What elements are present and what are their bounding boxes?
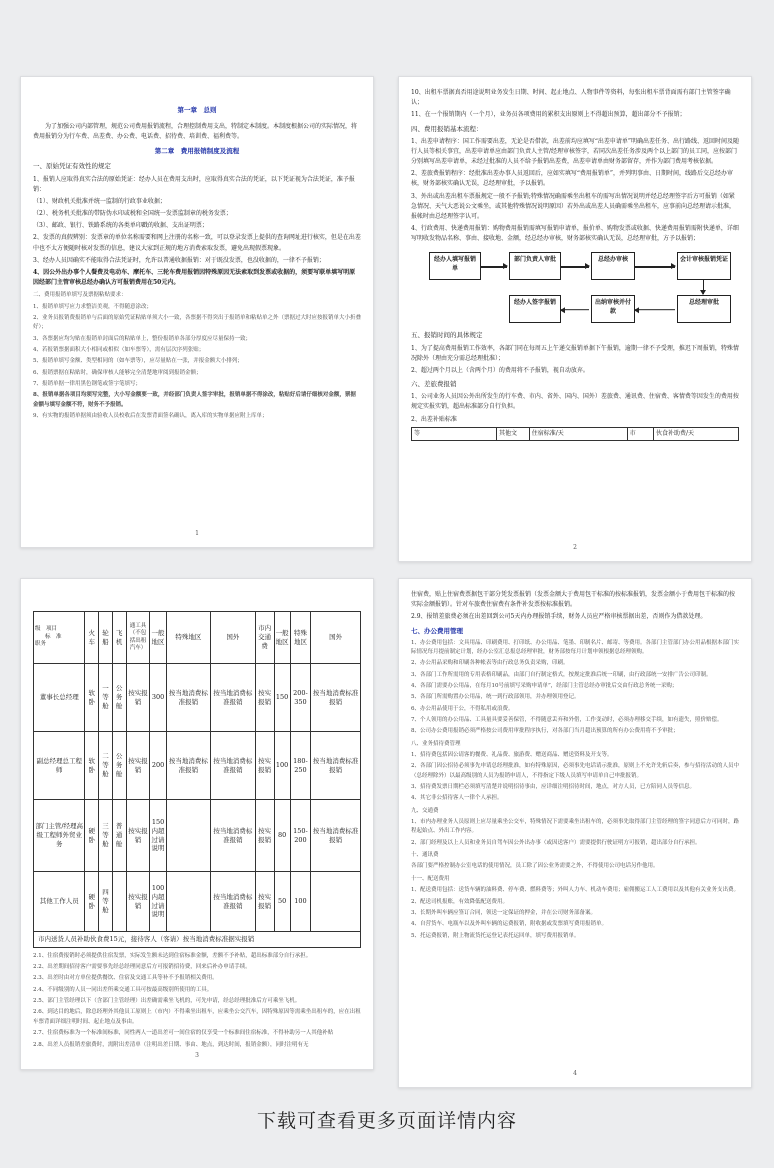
table-header: 火车 xyxy=(85,612,99,664)
paragraph: 2.3、出差时由对方单位提供餐饮、住宿及交通工具等补不予报销相关费用。 xyxy=(33,975,218,982)
flow-box-gm-approval: 总经理审批 xyxy=(677,295,731,323)
table-cell: 一等舱 xyxy=(99,664,113,732)
paragraph: 10、出租车票据真否用途说明业务发生日期、时间、起止地点、人物事件等资料，每张出租车票背面需有部门主管签字确认； xyxy=(411,89,731,107)
paragraph: 9、有实物的报销单据须由验收人员校收后在发票背面签名确认，离入库的实物单据应附上库单； xyxy=(33,413,268,420)
table-cell: 等 xyxy=(412,427,497,440)
paragraph: 4、各部门需要办公用品，在每月10号前填写采购申请单”，经部门主管总经办审批后交由行政总务统一采购； xyxy=(411,682,678,689)
table-cell: 按实报销 xyxy=(126,732,150,800)
flow-arrow xyxy=(561,266,589,267)
flow-box-gm-office: 总经办审核 xyxy=(591,252,635,280)
paragraph: 2.4、不同级别的人员一同出差所乘交通工具可按最高级别所使用的工具。 xyxy=(33,986,213,993)
paragraph: （1）、财政机关批准并统一监制的行政事业收据； xyxy=(33,197,166,205)
table-cell: 按实报销 xyxy=(255,800,274,872)
paragraph: 2、配送司机报账，有效降低配送费用。 xyxy=(411,898,509,905)
page-number: 1 xyxy=(195,529,199,537)
table-cell: 公务舱 xyxy=(112,664,126,732)
paragraph: 2.1、住宿费报销时必须提供住宿发票，实际发生额未达到住宿标准金额，差额不予补贴，超出标准部分自行承担。 xyxy=(33,952,312,959)
table-cell: 按当地消费标准报销 xyxy=(166,732,211,800)
table-cell: 按实报销 xyxy=(255,664,274,732)
paragraph: 6、报销票据在粘贴时，确保审核人能够完全清楚地审阅到报销金额； xyxy=(33,369,202,376)
paragraph: 6、办公用品使用于公，不得私用或浪费。 xyxy=(411,705,514,712)
table-row xyxy=(34,664,361,732)
header-standard: 标 准 xyxy=(45,633,62,640)
table-header: 特殊地区 xyxy=(290,612,311,664)
page-number: 4 xyxy=(573,1069,577,1077)
paragraph: 3、招待费发票日期栏必须填写清楚并说明招待事由，应详细注明招待时间，地点，对方人员，已方陪同人员等信息。 xyxy=(411,784,696,791)
table-row xyxy=(34,872,361,932)
table-cell: 普通舱 xyxy=(112,800,126,872)
flow-box-applicant: 经办人填写报销单 xyxy=(429,252,481,280)
table-cell: 300 xyxy=(150,664,166,732)
table-cell: 部门主管/经理高级工程师外贸业务 xyxy=(34,800,85,872)
document-page-4 xyxy=(398,578,752,1088)
table-header: 国外 xyxy=(311,612,361,664)
paragraph: 2.7、住宿费标准为一个标准间标准，同性两人一道出差可一间住宿的仅享受一个标准间住宿标准，不得补助另一人其他补贴 xyxy=(33,1030,334,1037)
table-cell: 按实报销 xyxy=(126,664,150,732)
paragraph: 4、若报销票据面积大小相同或相似（如车票等），需有层次序列张贴； xyxy=(33,347,205,354)
table-cell: 150 xyxy=(274,664,290,732)
paragraph: 4、自营货车、电瓶车以及外叫车辆的运费报销，附收据或发票填写费用报销单。 xyxy=(411,921,608,928)
paragraph: 2.8、出差人员报销差旅费时，需附出差清单（注明出差日期、事由、地点，到达时间，报销金额），同时注明有无 xyxy=(33,1041,309,1048)
section-10-heading: 十、通讯费 xyxy=(411,852,439,859)
table-cell xyxy=(166,800,211,872)
paragraph: 2、业务员报销费报销单与后面的原始凭证粘贴单须大小一致，各票据不得突出于报销单和粘贴单之外（票据过大时应按报销单大小折叠好）； xyxy=(33,315,362,331)
header-position: 职务 xyxy=(35,641,47,648)
table-row xyxy=(34,932,361,948)
table-cell: 四等舱 xyxy=(99,872,113,932)
flow-arrow xyxy=(703,280,704,294)
table-cell: 80 xyxy=(274,800,290,872)
table-cell: 150内超过请说明 xyxy=(150,800,166,872)
table-cell: 董事长总经理 xyxy=(34,664,85,732)
paragraph: 2、差旅费报销程序：经批准出差办事人员返回后，应如实填写“费用报销单”，并列明事由、日期时间，线路后交总经办审核，财务部核实确认无误，总经理审批，予以报销。 xyxy=(411,170,733,188)
paragraph: 1、出差申请程序：国工作需要出差，无论是否借款，出差前均应填写“出差申请单”明确出差任务、出行路线、返回时间及随行人员等相关事宜，出差申请单应由部门负责人主管/经理审核签字，若同次出差任务涉及两个以上部门的员工同，应按部门分别填写出差申请单，未经过批准的人员不给予报销出差费，出差申请单由财务部留存，并作为部门费用考核依据。 xyxy=(411,137,739,165)
paragraph: 3、长期外叫车辆应签订合同，领送一定保证的押金，并在公司财务部备案。 xyxy=(411,909,597,916)
table-header: 特殊地区 xyxy=(166,612,211,664)
paragraph: 2.2、出差期间招待客户需要事先经总经理同意后方可报销招待费，回来后补办申请手续。 xyxy=(33,964,251,971)
paragraph: 2、各部门因公招待必须事先申请总经理批准，如有特殊原因，必须事先电话请示批准，原则上不允许先斩后奏，参与招待活动的人员中（总经理除外）以最高级别的人员为报销申请人，不得指定下级人员填写申请单自己申批报销。 xyxy=(411,763,740,779)
section-9-heading: 九、交通费 xyxy=(411,807,439,814)
table-header: 轮船 xyxy=(99,612,113,664)
document-page-1 xyxy=(20,76,374,548)
table-header: 国外 xyxy=(211,612,256,664)
table-note: 市内送货人员补助伙食费15元，接待客人（客请）按当地消费标准据实报销 xyxy=(34,932,361,948)
table-header-corner xyxy=(34,612,85,664)
allowance-mini-table xyxy=(411,427,739,441)
table-cell: 三等舱 xyxy=(99,800,113,872)
paragraph: 3、经办人员因确实不能取得合法凭证时，允许以普通收据报销：对于既没发票，也没收据的，一律不予报销； xyxy=(33,256,325,264)
flow-box-accounting: 会计审核报销凭证 xyxy=(677,252,731,280)
paragraph: 3、外出或出差出租车票报规定一般不予报销;特殊情况确需乘坐出租车的需写出情况说明并经总经理签字后方可报销（如紧急情况、天气大恶说公文乘坐，或其他特殊情况说明原因）若外出或出差人员确需乘坐出租车，应事前向总经理请示批准，报帐时由总经理签字认可。 xyxy=(411,192,736,220)
table-cell: 其他工作人员 xyxy=(34,872,85,932)
table-cell: 其他文 xyxy=(497,427,530,440)
paragraph: 1、配送费用包括：送货车辆的油料费、停车费、燃料费等；外叫人力车、机动车费用；雇佣搬运工人工费用以及其他有关业务支出费。 xyxy=(411,887,740,894)
paragraph: 2.9、报销差旅费必须在出差回到公司5天内办理报销手续，财务人员应严格审核票据出差，否则作为借款处理。 xyxy=(411,613,707,621)
paragraph: （2）、税务机关批准的带防伪水印或税和全国统一发票监制章的税务发票； xyxy=(33,210,232,218)
table-header: 一般地区 xyxy=(150,612,166,664)
table-cell: 按当地消费标准报销 xyxy=(166,664,211,732)
table-header: 通工具（不包括出租汽车） xyxy=(126,612,150,664)
paragraph: 2、部门经理及以上人员和业务员自驾车因公外出办事（或因送客户）需要提供行驶证明方可报销，超出部分自行承担。 xyxy=(411,839,701,846)
section-11-heading: 十一、配送费用 xyxy=(411,875,450,882)
table-row xyxy=(34,732,361,800)
table-cell: 软卧 xyxy=(85,664,99,732)
paragraph: 8、公司办公费用报销必须严格按公司费用审批程序执行，对各部门当月超出预算的所有办公费用将不予审批； xyxy=(411,728,679,735)
paragraph: 4、行政费用、快递费用报销：购物费用报销需填写报销申请单，报价单、购物发票或收据、快递费用报销需附快递单，详细写明收发物品名称、事由、接收地、金额，经总经办审核，财务部核实确认无误，总经理审批，方予以报销； xyxy=(411,225,739,243)
section-2-heading: 二、费用报销单填写及票据粘贴要求： xyxy=(33,292,127,299)
paragraph: 2、发票的真假辨别：发票章的单位名称需要和网上注册的名称一致，可以登录发票上提供的查询网址进行核实，但是在出差中也不太方便随时核对发票的信息，建议大家到正规的地方消费索取发票，避免出现假票现象。 xyxy=(33,234,361,252)
paragraph: 7、报销单据一律用黑色钢笔或签字笔填写； xyxy=(33,381,142,388)
table-cell: 50 xyxy=(274,872,290,932)
page-number: 2 xyxy=(573,543,577,551)
table-header: 飞机 xyxy=(112,612,126,664)
table-cell: 伙食补助费/天 xyxy=(653,427,738,440)
reimbursement-flowchart xyxy=(411,248,739,326)
section-5-heading: 五、报销时间的具体规定 xyxy=(411,331,483,340)
table-row xyxy=(34,800,361,872)
paragraph: 7、个人领用的办公用品、工具量具要妥善保管，不得随意丢弃和外借，工作变动时，必须办理移交手续，如有遗失，照价赔偿。 xyxy=(411,717,723,724)
table-cell xyxy=(112,872,126,932)
paragraph: 1、为了提高费用报销工作效率，各部门同在每周五上午递交报销单据下午报销，逾期一律不予受理，推迟下周报销，特殊情况除外（理由充分需总经理批准）； xyxy=(411,344,739,362)
table-cell: 按当地消费标准报销 xyxy=(211,664,256,732)
paragraph: 2、超过两个月以上（含两个月）的费用将不予报销，视自动放弃。 xyxy=(411,366,589,374)
paragraph: 2.6、到达目的地后，除总经理外其他员工原则上（市内）不得乘坐出租车，应乘坐公交汽车，因特殊原因等需乘坐出租车的，应在出租车票背面详细注明时间、起止地点及事由。 xyxy=(33,1009,361,1025)
paragraph: 11、在一个报销期内（一个月），业务员各项费用的累积支出原则上不得超出预算，超出部分不予报销； xyxy=(411,111,686,119)
table-cell: 按实报销 xyxy=(126,800,150,872)
paragraph: 各部门要严格控制办公室电话的使用情况，员工除了因公业务需要之外，不得使用公司电话另作他用。 xyxy=(411,863,659,870)
table-header: 市内交通费 xyxy=(255,612,274,664)
table-cell: 按当地消费标准报销 xyxy=(211,872,256,932)
table-cell: 100内超过请说明 xyxy=(150,872,166,932)
flow-box-dept-head: 部门负责人审批 xyxy=(509,252,561,280)
chapter-2-title: 第二章 费用报销制度及流程 xyxy=(154,147,240,156)
travel-standard-table xyxy=(33,611,361,948)
flow-arrow xyxy=(635,266,675,267)
paragraph: 8、报销单据各项目均须写完整，大小写金额要一致，并经部门负责人签字审批，报销单据不得涂改，粘贴好后请仔细核对金额，票据金额与填写金额不符，财务不予报销。 xyxy=(33,392,356,408)
table-cell xyxy=(166,872,211,932)
table-cell: 100 xyxy=(274,732,290,800)
paragraph: 4、因公外出办事个人餐费及电动车、摩托车、三轮车费用报销因特殊原因无法索取到发票或收据的，须要写联单填写明原因经部门主管审核总经办确认方可报销费用在50元内。 xyxy=(33,269,356,287)
section-8-heading: 八、业务招待费管理 xyxy=(411,740,461,747)
flow-box-sign: 经办人签字报销 xyxy=(509,295,561,323)
paragraph: 5、报销单填写金额、类型相同的（如车票等），应尽量贴在一张，并报金额大小排列； xyxy=(33,358,243,365)
table-cell: 180-250 xyxy=(290,732,311,800)
flow-arrow xyxy=(635,309,675,310)
table-cell: 二等舱 xyxy=(99,732,113,800)
table-cell: 硬卧 xyxy=(85,872,99,932)
paragraph: 1、招待费包括因公请客的餐费、礼品费、旅游费、赠送商品、赠送资料及开支等。 xyxy=(411,752,613,759)
table-cell: 按实报销 xyxy=(255,872,274,932)
paragraph: 2.5、部门主管经理以下（含部门主管经理）出差确需乘坐飞机的，可先申请，经总经理批准后方可乘坐飞机。 xyxy=(33,998,301,1005)
chapter-1-title: 第一章 总则 xyxy=(177,106,217,114)
table-cell: 按当地消费标准报销 xyxy=(211,800,256,872)
table-header: 一般地区 xyxy=(274,612,290,664)
paragraph: 1、公司业务人员因公外出所发生的行车费、市内、省外、国内、国外）差旅费、通讯费、住宿费、客情费等因发生的费用按规定实报实销，超出标准部分自行负担。 xyxy=(411,393,739,411)
paragraph: （3）、邮政、银行、铁路系统的各类单印戳的收据、支出证明票； xyxy=(33,222,208,230)
table-cell: 住宿标准/天 xyxy=(529,427,627,440)
table-cell: 按当地消费标准报销 xyxy=(311,664,361,732)
table-cell: 200-350 xyxy=(290,664,311,732)
table-cell: 按当地消费标准报销 xyxy=(211,732,256,800)
download-more-caption[interactable]: 下载可查看更多页面详情内容 xyxy=(256,1110,517,1132)
flow-arrow xyxy=(561,309,589,310)
page-number: 3 xyxy=(195,1051,199,1059)
paragraph: 住宿费，贴上住宿费票据包干部分凭发票报销（发票金额大于费用包干标准的按标准报销，发票金额小于费用包干标准的按实际金额报销）。针对车旅费住宿费有条件补发票按标准报销。 xyxy=(411,591,736,609)
flow-box-cashier: 出纳审核并付款 xyxy=(591,295,635,323)
paragraph: 2、办公用品采购和印刷各种帐表等由行政总务负责采购，印刷。 xyxy=(411,660,569,667)
section-6-heading: 六、差旅费报销 xyxy=(411,380,457,389)
table-cell: 市 xyxy=(627,427,653,440)
intro-paragraph: 为了加强公司内部管理，规范公司费用报销流程，合理控制费用支出，特制定本制度。本制度根据公司的实际情况，将费用报销分为行车费、出差费、办公费、电话费、招待费、培训费、福利费等。 xyxy=(33,123,358,141)
paragraph: 3、各部门工作所需用的专用表格印刷品，由部门自行制定格式，按规定批准后统一印刷，由行政部统一安排广告公司印制。 xyxy=(411,671,712,678)
paragraph: 1、市内办理业务人员原则上应尽量乘坐公交车，特殊情况下需要乘坐出租车的，必须事先取得部门主管经理的签字同意后方可同时，路程起始点、外出工作内容。 xyxy=(411,819,740,835)
table-cell: 100 xyxy=(290,872,311,932)
paragraph: 5、各部门所需购置办公用品，统一到行政部领用，并办理领用登记。 xyxy=(411,694,580,701)
section-4-heading: 四、费用报销基本流程： xyxy=(411,124,483,133)
table-cell xyxy=(311,872,361,932)
paragraph: 1、报销人应取得真实合法的原始凭证：经办人员在费用支出时，应取得真实合法的凭证，以下凭证视为合法凭证，准予报销： xyxy=(33,175,355,193)
paragraph: 4、其它非公招待客人一律个人承担。 xyxy=(411,795,503,802)
section-1-heading: 一、原始凭证有效性的规定 xyxy=(33,162,111,171)
table-cell: 按当地消费标准报销 xyxy=(311,800,361,872)
table-cell: 按实报销 xyxy=(255,732,274,800)
document-page-2 xyxy=(398,76,752,562)
paragraph: 1、办公费用包括：文具用品、印刷费用、打印纸、办公用品、笔墨、印制名片、邮寄、等费用。各部门主管部门办公用品根据本部门实际情况每月提前制定计划，经办公室汇总报总经理审批，财务部按每月计划申领根据总经理领购。 xyxy=(411,639,740,655)
table-cell: 副总经理总工程师 xyxy=(34,732,85,800)
table-cell: 硬卧 xyxy=(85,800,99,872)
table-cell: 软卧 xyxy=(85,732,99,800)
table-caption: 2、出差补贴标准 xyxy=(411,415,457,423)
section-7-heading: 七、办公费用管理 xyxy=(411,626,463,635)
table-cell: 按实报销 xyxy=(126,872,150,932)
paragraph: 3、各票据应均匀贴在报销单封面后的粘贴单上，整份报销单各部分厚度应尽量保持一致； xyxy=(33,335,252,342)
header-level: 级 项目 xyxy=(35,626,58,633)
table-cell: 公务舱 xyxy=(112,732,126,800)
table-cell: 按当地消费标准报销 xyxy=(311,732,361,800)
table-cell: 150-200 xyxy=(290,800,311,872)
paragraph: 5、托运费报销，附上物流货托运登记表托运回单，填写费用报销单。 xyxy=(411,932,580,939)
document-page-3 xyxy=(20,578,374,1070)
flow-arrow xyxy=(481,266,507,267)
paragraph: 1、报销单填写应力求整洁美观，不得随意涂改； xyxy=(33,303,153,310)
table-cell: 200 xyxy=(150,732,166,800)
